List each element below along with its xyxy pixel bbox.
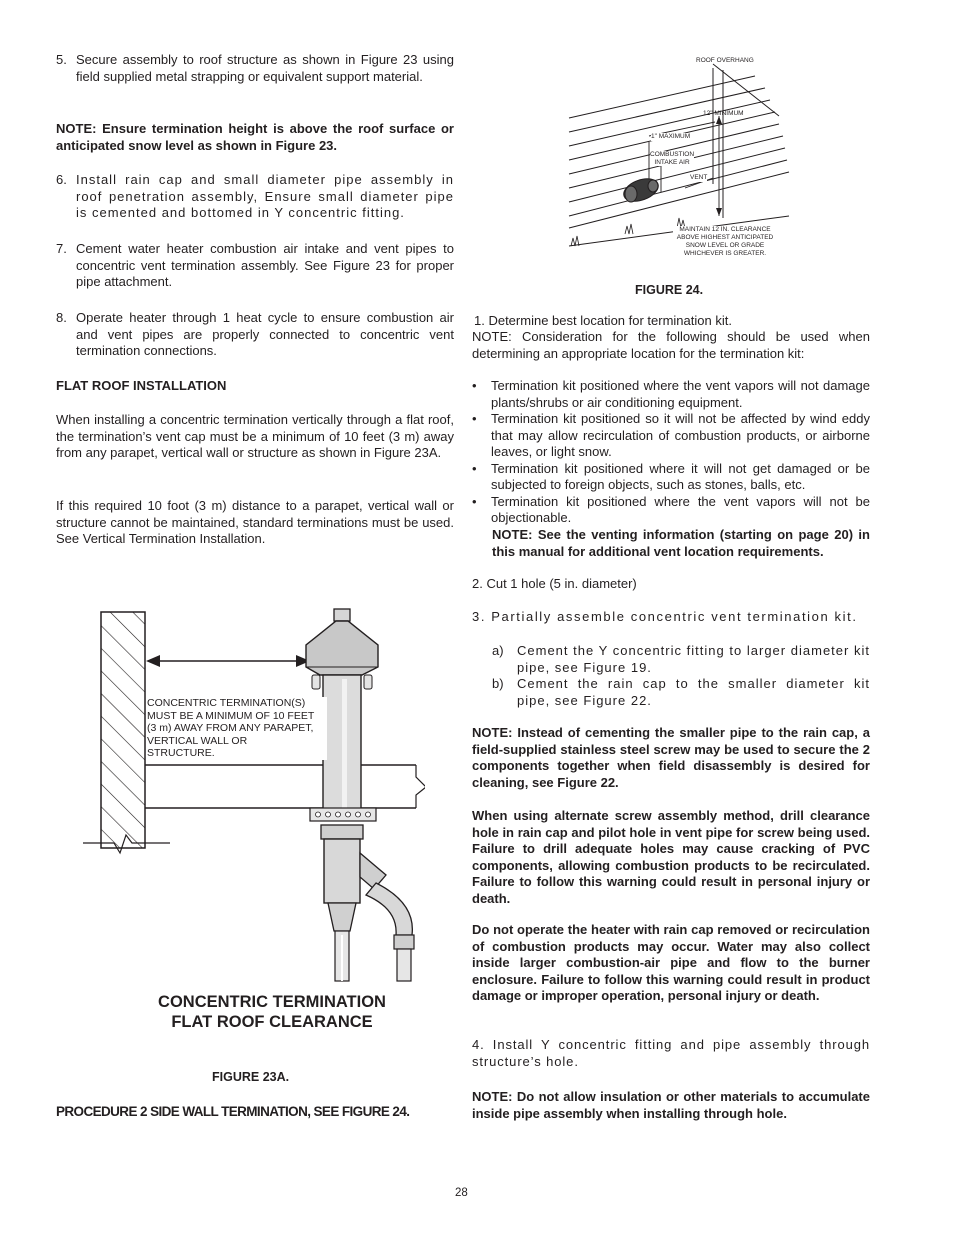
flat-roof-paragraph-1: When installing a concentric termination vertically through a flat roof, the termination’s vent cap must be a minimum of 10 feet (3 m) away from any parapet, vertical wall or structure as shown in Figure 23A.: [56, 412, 454, 460]
warning-rain-cap: Do not operate the heater with rain cap removed or recirculation of combustion products may occur. Water may also collect inside larger combustion-air pipe and flow to the burner enclosure. Failure to follow this warning could result in product damage or improper operation, personal injury or death.: [472, 922, 870, 1003]
note-screw-alternative: NOTE: Instead of cementing the smaller pipe to the rain cap, a field-supplied stainless steel screw may be used to secure the 2 components together when field disassembly is desired for cleaning, see Figure 22.: [472, 725, 870, 790]
step-3: 3. Partially assemble concentric vent termination kit.: [472, 609, 858, 624]
figure-23a-caption: FIGURE 23A.: [212, 1070, 290, 1084]
figure-23a-title: CONCENTRIC TERMINATION FLAT ROOF CLEARANCE: [158, 993, 386, 1031]
step-7: 7. Cement water heater combustion air intake and vent pipes to concentric vent termination assembly. See Figure 23 for proper pipe attachment.: [56, 241, 454, 289]
label-12-minimum: 12" MINIMUM: [703, 110, 744, 117]
step-2: 2. Cut 1 hole (5 in. diameter): [472, 576, 637, 591]
step-3a: a) Cement the Y concentric fitting to larger diameter kit pipe, see Figure 19.: [492, 643, 870, 675]
elbow-fitting: [366, 883, 412, 935]
step-1: 1. Determine best location for termination kit.: [474, 313, 732, 328]
note-insulation: NOTE: Do not allow insulation or other materials to accumulate inside pipe assembly when installing through hole.: [472, 1089, 870, 1121]
figure-24-caption: FIGURE 24.: [635, 283, 704, 297]
y-fitting: [360, 853, 386, 889]
step-3b: b) Cement the rain cap to the smaller diameter kit pipe, see Figure 22.: [492, 676, 870, 708]
location-bullets: [472, 378, 870, 527]
figure-23a-diagram: [80, 605, 425, 990]
label-roof-overhang: ROOF OVERHANG: [696, 57, 754, 64]
note-venting-info: NOTE: See the venting information (starting on page 20) in this manual for additional vent location requirements.: [492, 527, 870, 559]
flat-roof-paragraph-2: If this required 10 foot (3 m) distance to a parapet, vertical wall or structure cannot be maintained, standard terminations must be used. See Vertical Termination Installation.: [56, 498, 454, 546]
rain-cap: [334, 609, 350, 621]
bullet-item: • Termination kit positioned where the vent vapors will not be objectionable.: [472, 493, 870, 525]
note-consideration: NOTE: Consideration for the following should be used when determining an appropriate location for the termination kit:: [472, 329, 870, 361]
flat-roof-heading: FLAT ROOF INSTALLATION: [56, 378, 227, 393]
label-maintain-clearance: MAINTAIN 12 IN. CLEARANCE ABOVE HIGHEST ANTICIPATED SNOW LEVEL OR GRADE WHICHEVER IS GREATER.: [673, 226, 777, 258]
warning-screw-method: When using alternate screw assembly method, drill clearance hole in rain cap and pilot hole in vent pipe for screw being used. Failure to drill adequate holes may cause cracking of PVC components, allowing combustion products to be recirculated. Failure to follow this warning could result in personal injury or death.: [472, 808, 870, 906]
label-1-maximum: 1" MAXIMUM: [651, 133, 691, 140]
bullet-item: • Termination kit positioned where it will not get damaged or be subjected to foreign objects, such as stones, balls, etc.: [472, 460, 870, 492]
step-4: 4. Install Y concentric fitting and pipe assembly through structure’s hole.: [472, 1037, 870, 1069]
bullet-item: • Termination kit positioned so it will not be affected by wind eddy that may allow recirculation of combustion products, or airborne leaves, or light snow.: [472, 411, 870, 459]
label-vent: VENT: [690, 174, 708, 181]
figure-23a-callout: CONCENTRIC TERMINATION(S) MUST BE A MINIMUM OF 10 FEET (3 m) AWAY FROM ANY PARAPET, VERTICAL WALL OR STRUCTURE.: [147, 697, 327, 760]
note-termination-height: NOTE: Ensure termination height is above the roof surface or anticipated snow level as shown in Figure 23.: [56, 121, 454, 153]
step-6: 6. Install rain cap and small diameter pipe assembly in roof penetration assembly, Ensure small diameter pipe is cemented and bottomed in Y concentric fitting.: [56, 172, 454, 220]
step-5: 5. Secure assembly to roof structure as shown in Figure 23 using field supplied metal strapping or equivalent support material.: [56, 52, 454, 84]
bullet-item: • Termination kit positioned where the vent vapors will not damage plants/shrubs or air conditioning equipment.: [472, 378, 870, 410]
parapet-wall: [101, 612, 145, 848]
roof-break-line: [416, 765, 425, 808]
label-combustion-air: COMBUSTION INTAKE AIR: [650, 151, 695, 166]
procedure-2-heading: PROCEDURE 2 SIDE WALL TERMINATION, SEE FIGURE 24.: [56, 1104, 410, 1119]
page-number: 28: [455, 1187, 468, 1199]
step-8: 8. Operate heater through 1 heat cycle to ensure combustion air and vent pipes are properly connected to concentric vent termination connections.: [56, 310, 454, 358]
